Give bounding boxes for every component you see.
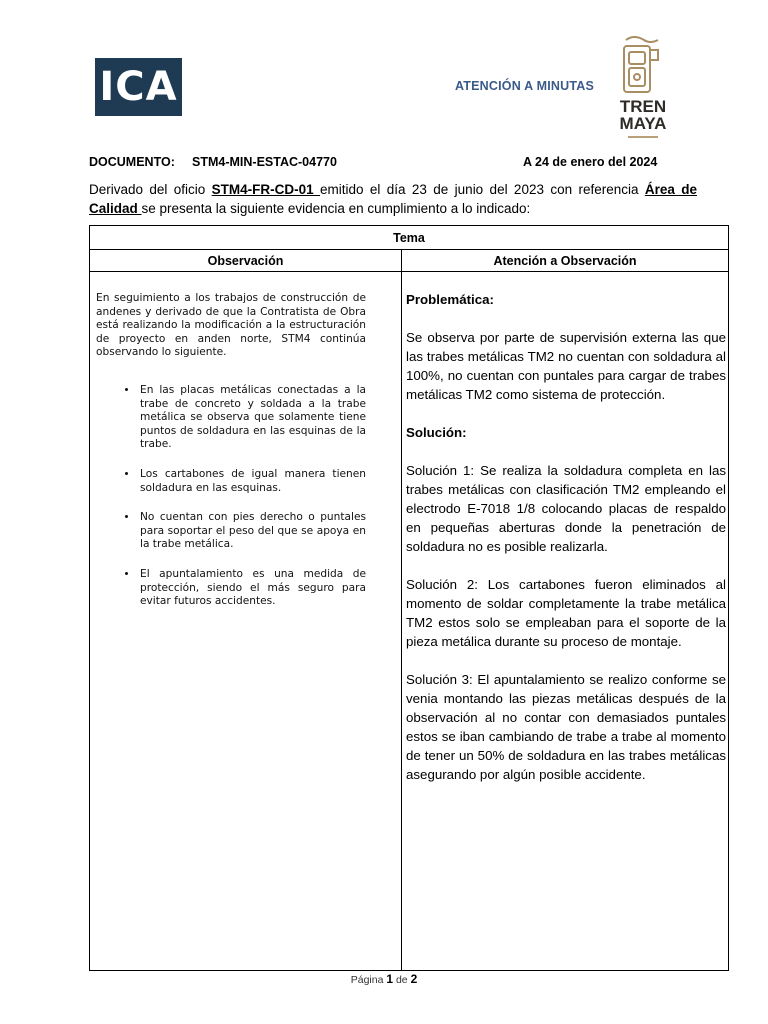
page-footer [0,972,768,986]
logo-underline [628,136,658,138]
list-item: • Los cartabones de igual manera tienen soldadura en las esquinas. [138,468,366,495]
intro-text-1: Derivado del oficio [89,182,212,197]
column-divider [401,250,402,970]
intro-text-2: emitido el día 23 de junio del 2023 con referencia [320,182,645,197]
solucion-2-text: Solución 2: Los cartabones fueron eliminados al momento de soldar completamente la trabe metálica TM2 estos solo se empleaban para el soporte de la pieza metálica durante su proceso de montaje. [406,577,726,649]
document-code: STM4-MIN-ESTAC-04770 [192,155,337,169]
atencion-cell [406,290,726,803]
observacion-intro: En seguimiento a los trabajos de construcción de andenes y derivado de que la Contratista de Obra está realizando la modificación a la estructuración de proyecto en anden norte, STM4 continúa observando lo siguiente. [96,292,366,359]
list-item: • El apuntalamiento es una medida de protección, siendo el más seguro para evitar futuros accidentes. [138,568,366,609]
table-tema-header: Tema [90,226,728,250]
column-header-atencion: Atención a Observación [493,254,637,268]
intro-text-3: se presenta la siguiente evidencia en cumplimiento a lo indicado: [141,201,531,216]
evidence-table [89,225,729,971]
ica-logo-text: ICA [99,64,178,110]
footer-current-page: 1 [386,972,394,986]
solucion-label: Solución: [406,425,467,440]
column-header-observacion: Observación [207,254,284,268]
intro-paragraph [89,180,697,218]
solucion-1-text: Solución 1: Se realiza la soldadura completa en las trabes metálicas con clasificación TM2 empleando el electrodo E-7018 1/8 colocando placas de respaldo en pequeñas aberturas donde la penetración de soldadura no es posible realizarla. [406,463,726,554]
list-item: • No cuentan con pies derecho o puntales para soportar el peso del que se apoya en la trabe metálica. [138,511,366,552]
area-reference: Área de Calidad [89,182,697,216]
table-column-headers [90,250,728,272]
header-title: ATENCIÓN A MINUTAS [455,79,595,93]
document-label: DOCUMENTO: [89,155,175,169]
ica-logo [95,58,182,116]
tren-maya-logo [608,36,678,144]
list-item: • En las placas metálicas conectadas a la trabe de concreto y soldada a la trabe metálica se observa que solamente tiene puntos de soldadura en las esquinas de la trabe. [138,384,366,452]
maya-text: MAYA [619,114,667,133]
problematica-label: Problemática: [406,292,494,307]
tren-maya-emblem-icon [620,36,664,96]
footer-of-label: de [393,974,411,986]
footer-total-pages: 2 [410,972,418,986]
document-date: A 24 de enero del 2024 [523,155,658,169]
tren-text: TREN [619,97,667,116]
observacion-list [96,384,366,609]
document-line [89,155,669,169]
observacion-cell [96,292,366,625]
oficio-reference: STM4-FR-CD-01 [211,182,321,197]
footer-page-label: Página [350,974,387,986]
problematica-text: Se observa por parte de supervisión externa las que las trabes metálicas TM2 no cuentan con soldadura al 100%, no cuentan con puntales para cargar de trabes metálicas TM2 como sistema de protección. [406,330,726,402]
solucion-3-text: Solución 3: El apuntalamiento se realizo conforme se venia montando las piezas metálicas después de la observación al no contar con demasiados puntales estos se iban cambiando de trabe a trabe al momento de tener un 50% de soldadura en las trabes metálicas asegurando por algún posible accidente. [406,672,726,782]
